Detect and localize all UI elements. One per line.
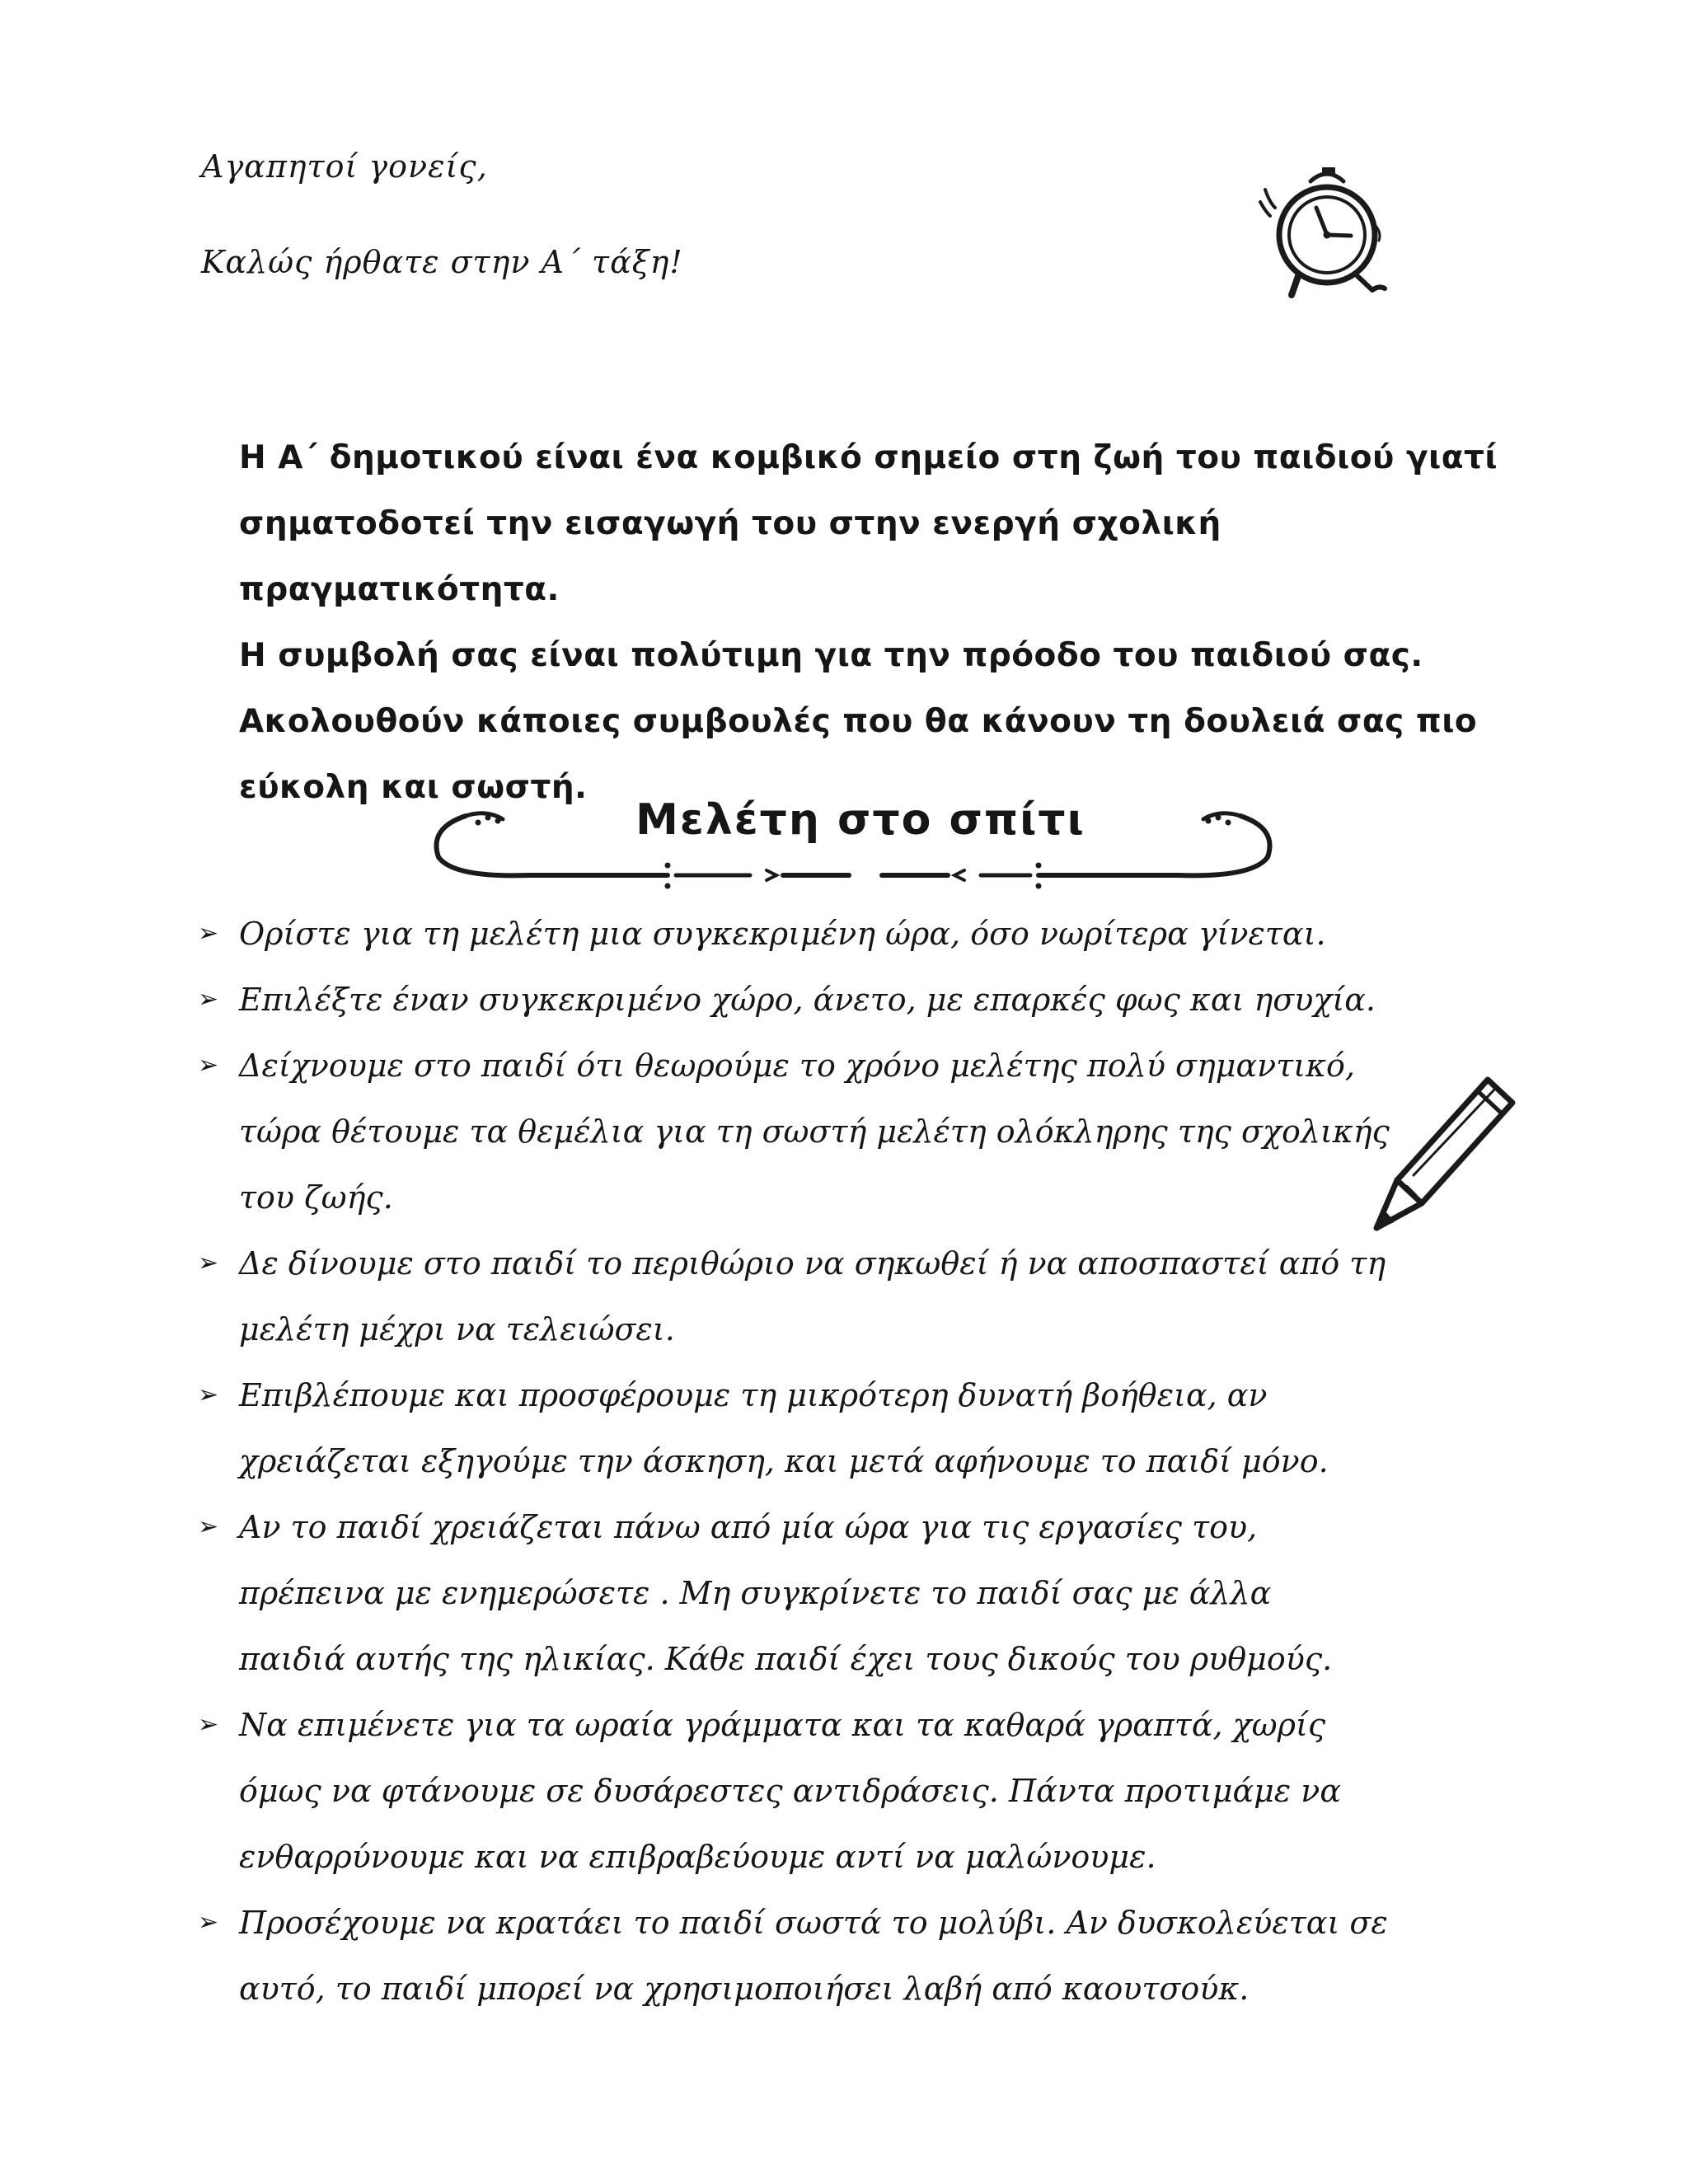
tip-item (196, 901, 1531, 967)
tip-item (196, 1890, 1531, 2022)
salutation: Αγαπητοί γονείς, (201, 148, 488, 185)
tip-text: Να επιμένετε για τα ωραία γράμματα και τα καθαρά γραπτά, χωρίς όμως να φτάνουμε σε δυσάρεστες αντιδράσεις. Πάντα προτιμάμε να ενθαρρύνουμε και να επιβραβεύουμε αντί να μαλώνουμε. (239, 1707, 1342, 1875)
tip-item (196, 1692, 1531, 1890)
bullet-arrow-icon: ➢ (198, 1380, 219, 1409)
tip-item (196, 1362, 1531, 1494)
tip-text: Αν το παιδί χρειάζεται πάνω από μία ώρα για τις εργασίες του, πρέπεινα με ενημερώσετε . Μη συγκρίνετε το παιδί σας με άλλα παιδιά αυτής της ηλικίας. Κάθε παιδί έχει τους δικούς του ρυθμούς. (239, 1509, 1333, 1677)
tip-item (196, 1033, 1531, 1230)
bullet-arrow-icon: ➢ (198, 1908, 219, 1937)
tips-list (196, 901, 1531, 2022)
intro-paragraph: Η Α΄ δημοτικού είναι ένα κομβικό σημείο στη ζωή του παιδιού γιατί σηματοδοτεί την εισαγωγή του στην ενεργή σχολική πραγματικότητα. Η συμβολή σας είναι πολύτιμη για την πρόοδο του παιδιού σας. Ακολουθούν κάποιες συμβουλές που θα κάνουν τη δουλειά σας πιο εύκολη και σωστή. (239, 439, 1498, 806)
section-title: Μελέτη στο σπίτι (635, 795, 1085, 845)
bullet-arrow-icon: ➢ (198, 985, 219, 1014)
pencil-icon (1364, 1071, 1521, 1236)
tip-item (196, 967, 1531, 1033)
welcome-line: Καλώς ήρθατε στην Α΄ τάξη! (201, 244, 683, 280)
tip-text: Επιλέξτε έναν συγκεκριμένο χώρο, άνετο, με επαρκές φως και ησυχία. (239, 982, 1376, 1018)
tip-text: Δε δίνουμε στο παιδί το περιθώριο να σηκωθεί ή να αποσπαστεί από τη μελέτη μέχρι να τελειώσει. (239, 1245, 1386, 1347)
alarm-clock-icon (1249, 157, 1414, 305)
bullet-arrow-icon: ➢ (198, 1249, 219, 1277)
tip-text: Επιβλέπουμε και προσφέρουμε τη μικρότερη δυνατή βοήθεια, αν χρειάζεται εξηγούμε την άσκηση, και μετά αφήνουμε το παιδί μόνο. (239, 1377, 1329, 1479)
bullet-arrow-icon: ➢ (198, 1710, 219, 1739)
tip-text: Ορίστε για τη μελέτη μια συγκεκριμένη ώρα, όσο νωρίτερα γίνεται. (239, 916, 1326, 952)
bullet-arrow-icon: ➢ (198, 919, 219, 948)
tip-item (196, 1494, 1531, 1692)
bullet-arrow-icon: ➢ (198, 1051, 219, 1080)
tip-text: Δείχνουμε στο παιδί ότι θεωρούμε το χρόνο μελέτης πολύ σημαντικό, τώρα θέτουμε τα θεμέλια για τη σωστή μελέτη ολόκληρης της σχολικής του ζωής. (239, 1047, 1390, 1216)
tip-text: Προσέχουμε να κρατάει το παιδί σωστά το μολύβι. Αν δυσκολεύεται σε αυτό, το παιδί μπορεί να χρησιμοποιήσει λαβή από καουτσούκ. (239, 1905, 1388, 2007)
tip-item (196, 1230, 1531, 1362)
bullet-arrow-icon: ➢ (198, 1512, 219, 1541)
